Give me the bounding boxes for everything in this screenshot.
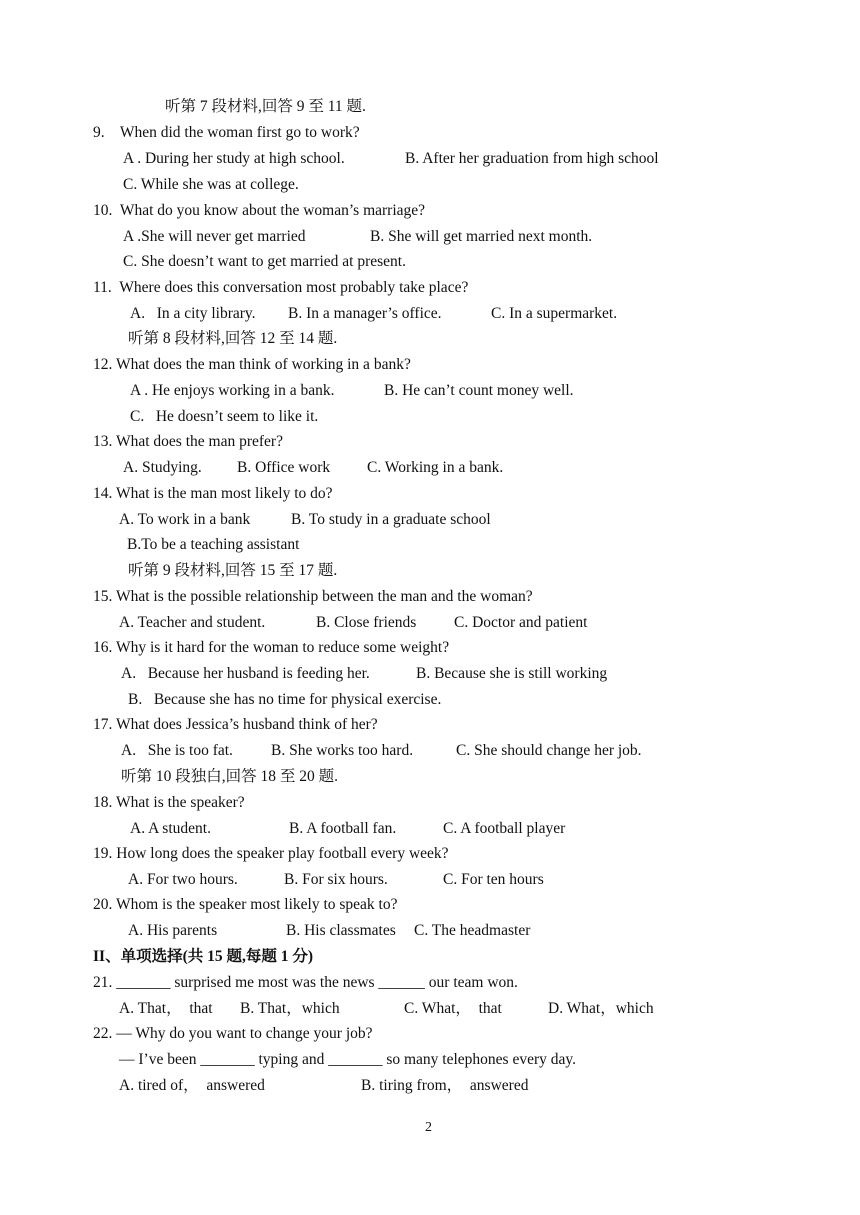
answer-option: A .She will never get married [123,228,306,245]
answer-option: A. tired of， answered [119,1077,265,1094]
answer-option: B. She will get married next month. [370,228,593,245]
answer-option: A. Because her husband is feeding her. [121,665,370,682]
answer-option: B. Office work [237,459,331,476]
answer-option: D. What，which [548,1000,654,1017]
text-line: 17. What does Jessica’s husband think of her? [93,716,378,733]
answer-option: C. In a supermarket. [491,305,618,322]
section-heading: II、单项选择(共 15 题,每题 1 分) [93,948,314,965]
text-line: 19. How long does the speaker play football every week? [93,845,449,862]
options-line [123,148,763,170]
text-line: 10. What do you know about the woman’s marriage? [93,202,426,219]
answer-option: A. A student. [130,820,211,837]
options-line [119,1075,759,1097]
text-line: — I’ve been _______ typing and _______ so many telephones every day. [119,1051,577,1068]
options-line [119,612,759,634]
answer-option: B. For six hours. [284,871,388,888]
text-line: 听第 8 段材料,回答 12 至 14 题. [128,330,338,347]
answer-option: A. In a city library. [130,305,256,322]
text-line: 13. What does the man prefer? [93,433,283,450]
answer-option: C. She should change her job. [456,742,642,759]
answer-option: C. Doctor and patient [454,614,588,631]
text-line: B.To be a teaching assistant [127,536,300,553]
options-line [130,303,770,325]
answer-option: A. She is too fat. [121,742,233,759]
answer-option: B. Because she is still working [416,665,608,682]
answer-option: A. That， that [119,1000,213,1017]
options-line [121,740,761,762]
options-line [128,920,768,942]
answer-option: B. To study in a graduate school [291,511,491,528]
answer-option: C. Working in a bank. [367,459,504,476]
answer-option: A . During her study at high school. [123,150,345,167]
page-number: 2 [425,1120,432,1135]
text-line: 12. What does the man think of working in a bank? [93,356,411,373]
answer-option: A. His parents [128,922,218,939]
answer-option: B. After her graduation from high school [405,150,659,167]
text-line: C. While she was at college. [123,176,299,193]
options-line [130,380,770,402]
options-line [119,998,759,1020]
options-line [119,509,759,531]
text-line: 16. Why is it hard for the woman to reduce some weight? [93,639,450,656]
text-line: 11. Where does this conversation most probably take place? [93,279,469,296]
answer-option: A. Studying. [123,459,202,476]
text-line: 听第 10 段独白,回答 18 至 20 题. [121,768,339,785]
answer-option: B. His classmates [286,922,396,939]
options-line [123,457,763,479]
text-line: 15. What is the possible relationship between the man and the woman? [93,588,533,605]
answer-option: B. He can’t count money well. [384,382,574,399]
answer-option: B. A football fan. [289,820,397,837]
answer-option: C. What， that [404,1000,502,1017]
text-line: 听第 7 段材料,回答 9 至 11 题. [165,98,366,115]
text-line: 14. What is the man most likely to do? [93,485,333,502]
text-line: 18. What is the speaker? [93,794,245,811]
answer-option: A. For two hours. [128,871,238,888]
answer-option: B. In a manager’s office. [288,305,442,322]
answer-option: A. Teacher and student. [119,614,266,631]
answer-option: B. tiring from， answered [361,1077,529,1094]
answer-option: C. The headmaster [414,922,531,939]
options-line [130,818,770,840]
answer-option: C. A football player [443,820,566,837]
answer-option: B. That，which [240,1000,340,1017]
text-line: C. She doesn’t want to get married at present. [123,253,406,270]
text-line: 21. _______ surprised me most was the news ______ our team won. [93,974,518,991]
answer-option: B. She works too hard. [271,742,414,759]
options-line [121,663,761,685]
text-line: 9. When did the woman first go to work? [93,124,360,141]
answer-option: B. Close friends [316,614,417,631]
options-line [123,226,763,248]
answer-option: A. To work in a bank [119,511,251,528]
options-line [128,869,768,891]
text-line: B. Because she has no time for physical exercise. [128,691,442,708]
answer-option: C. For ten hours [443,871,544,888]
answer-option: A . He enjoys working in a bank. [130,382,335,399]
text-line: 22. — Why do you want to change your job? [93,1025,373,1042]
text-line: C. He doesn’t seem to like it. [130,408,319,425]
text-line: 20. Whom is the speaker most likely to speak to? [93,896,398,913]
text-line: 听第 9 段材料,回答 15 至 17 题. [128,562,338,579]
